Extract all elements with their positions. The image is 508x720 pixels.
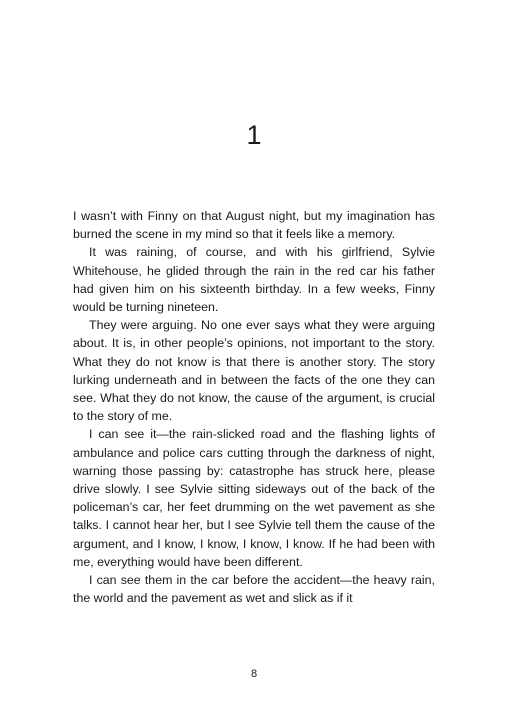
paragraph-3: They were arguing. No one ever says what they were arguing about. It is, in other people’s opinions, not important to the story. What they do not know is that there is another story. The story lurking underneath and in between the facts of the one they can see. What they do not know, the cause of the argument, is crucial to the story of me. [73, 318, 435, 424]
page-number: 8 [250, 668, 258, 680]
paragraph-2: It was raining, of course, and with his girlfriend, Sylvie Whitehouse, he glided through the rain in the red car his father had given him on his sixteenth birthday. In a few weeks, Finny would be turning nineteen. [73, 245, 435, 315]
paragraph-5: I can see them in the car before the accident—the heavy rain, the world and the pavement as wet and slick as if it [73, 573, 435, 606]
chapter-body-text [73, 207, 435, 607]
chapter-number: 1 [246, 120, 262, 150]
paragraph-1: I wasn’t with Finny on that August night, but my imagination has burned the scene in my mind so that it feels like a memory. [73, 209, 435, 242]
paragraph-4: I can see it—the rain-slicked road and the flashing lights of ambulance and police cars cutting through the darkness of night, warning those passing by: catastrophe has struck here, please drive slowly. I see Sylvie sitting sideways out of the back of the policeman’s car, her feet drumming on the wet pavement as she talks. I cannot hear her, but I see Sylvie tell them the cause of the argument, and I know, I know, I know, I know. If he had been with me, everything would have been different. [73, 427, 435, 569]
